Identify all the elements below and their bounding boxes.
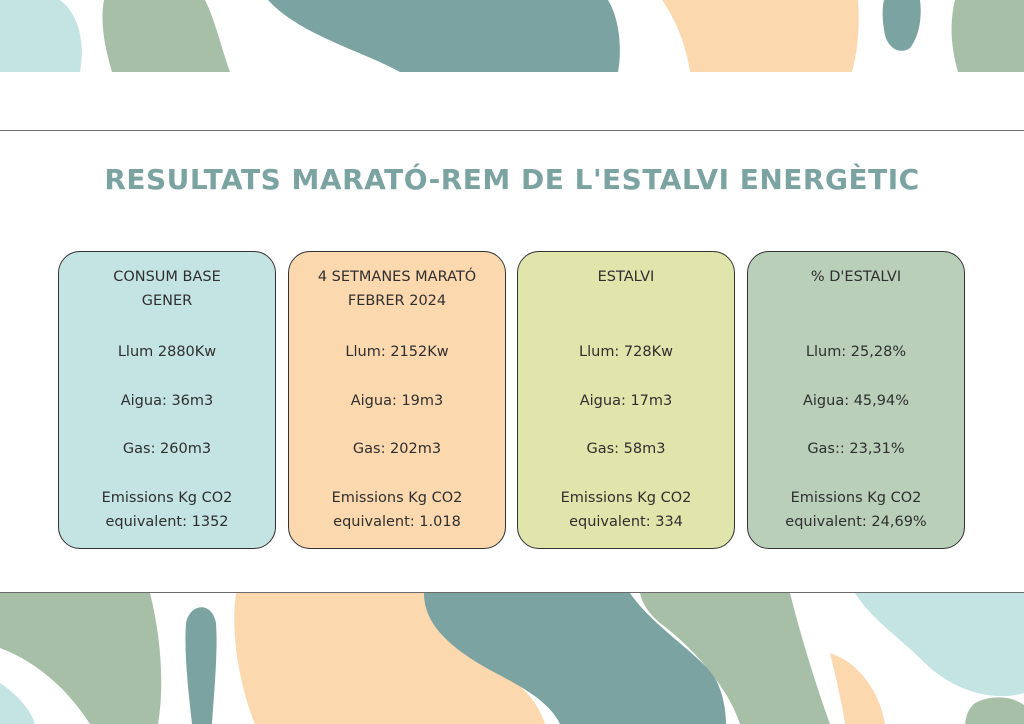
card-llum: Llum 2880Kw: [117, 344, 217, 360]
blob-peach-top: [662, 0, 859, 72]
card-heading: CONSUM BASE: [113, 269, 221, 285]
card-aigua: Aigua: 36m3: [120, 393, 214, 409]
results-cards: [58, 251, 966, 551]
decorative-top-pattern: [0, 0, 1024, 72]
card-heading: % D'ESTALVI: [810, 269, 902, 285]
blob-sage-top-right: [952, 0, 1024, 72]
decorative-bottom-pattern: [0, 593, 1024, 724]
card-emissions-value: equivalent: 1.018: [333, 514, 461, 530]
card-gas: Gas: 58m3: [586, 441, 666, 457]
card-emissions-label: Emissions Kg CO2: [560, 490, 692, 506]
page-title: RESULTATS MARATÓ-REM DE L'ESTALVI ENERGÈTIC: [104, 163, 920, 196]
card-emissions-label: Emissions Kg CO2: [101, 490, 233, 506]
card-llum: Llum: 25,28%: [805, 344, 907, 360]
card-gas: Gas: 260m3: [122, 441, 212, 457]
card-heading-sub: GENER: [141, 293, 193, 309]
card-heading-sub: FEBRER 2024: [347, 293, 447, 309]
blob-teal-bottom-strip: [185, 607, 216, 724]
blob-lightblue-bottom-right: [855, 593, 1024, 696]
card-aigua: Aigua: 45,94%: [802, 393, 909, 409]
card-aigua: Aigua: 17m3: [579, 393, 673, 409]
abstract-blobs-bottom: [0, 593, 1024, 724]
card-percent-estalvi: [747, 251, 965, 549]
blob-sage-bottom-left: [0, 593, 161, 724]
card-llum: Llum: 728Kw: [579, 344, 673, 360]
card-aigua: Aigua: 19m3: [350, 393, 444, 409]
blob-lightblue-top-left: [0, 0, 82, 72]
card-estalvi: [517, 251, 735, 549]
card-llum: Llum: 2152Kw: [345, 344, 449, 360]
card-emissions-value: equivalent: 24,69%: [785, 514, 927, 530]
card-heading: 4 SETMANES MARATÓ: [317, 269, 477, 285]
card-consum-base: [58, 251, 276, 549]
card-heading: ESTALVI: [597, 269, 655, 285]
card-emissions-value: equivalent: 1352: [105, 514, 229, 530]
card-marato: [288, 251, 506, 549]
blob-sage-bottom-corner: [965, 697, 1024, 724]
card-emissions-label: Emissions Kg CO2: [331, 490, 463, 506]
card-gas: Gas: 202m3: [352, 441, 442, 457]
blob-sage-top-left: [102, 0, 230, 72]
card-gas: Gas:: 23,31%: [807, 441, 905, 457]
abstract-blobs-top: [0, 0, 1024, 72]
card-emissions-label: Emissions Kg CO2: [790, 490, 922, 506]
blob-teal-top-right: [883, 0, 921, 51]
blob-peach-bottom-right: [830, 653, 885, 724]
card-emissions-value: equivalent: 334: [569, 514, 683, 530]
blob-lightblue-bottom-left: [0, 683, 35, 724]
blob-teal-top: [268, 0, 620, 72]
